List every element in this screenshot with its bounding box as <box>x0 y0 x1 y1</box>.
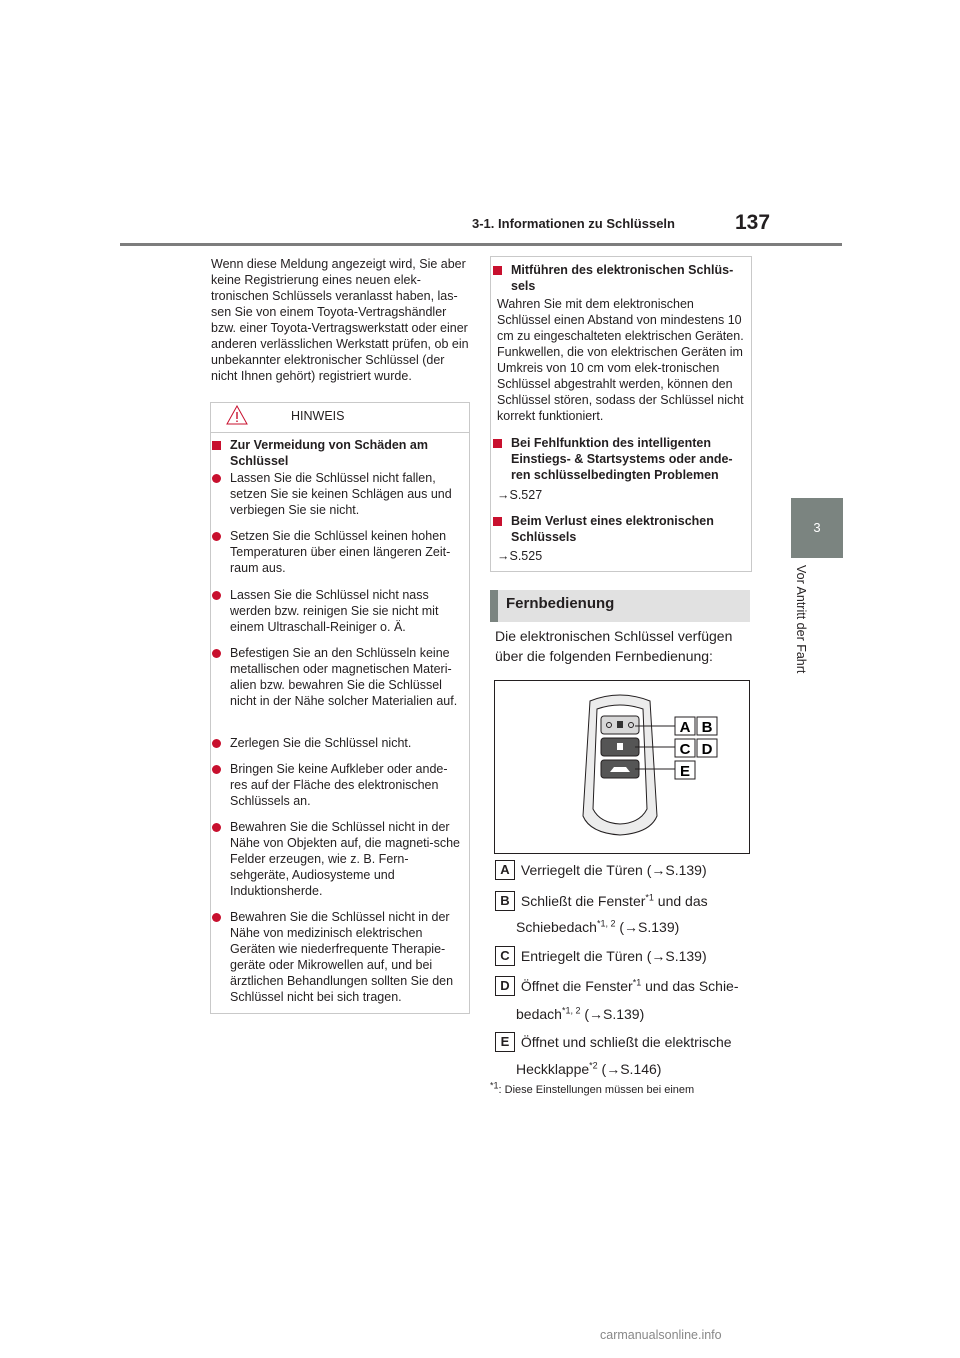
hinweis-bullet: Bewahren Sie die Schlüssel nicht in der Nähe von Objekten auf, die magneti-sche Felder erzeugen, wie z. B. Fern-sehgeräte, Audiosysteme und Induktionsherde. <box>212 819 462 899</box>
round-bullet-icon <box>212 474 221 483</box>
hinweis-divider <box>210 432 469 433</box>
page-reference: →S.527 <box>497 488 543 502</box>
figure-label: B <box>701 719 713 736</box>
legend-label: A <box>495 860 515 880</box>
legend-item-b: B Schließt die Fenster$^{*1}$ und das <box>495 891 708 911</box>
square-bullet-icon <box>493 517 502 526</box>
footnote: $^{*1}$: Diese Einstellungen müssen bei einem <box>490 1080 695 1096</box>
round-bullet-icon <box>212 765 221 774</box>
section-header-title: 3-1. Informationen zu Schlüsseln <box>472 216 675 231</box>
legend-item-d-cont: bedach$^{*1, 2}$ (→S.139) <box>516 1005 645 1022</box>
round-bullet-icon <box>212 823 221 832</box>
chapter-title-vertical <box>790 565 808 695</box>
legend-label: C <box>495 946 515 966</box>
header-divider <box>120 243 842 246</box>
legend-label: B <box>495 891 515 911</box>
figure-label: E <box>679 763 691 780</box>
legend-item-d: D Öffnet die Fenster$^{*1}$ und das Schie- <box>495 976 739 996</box>
legend-item-b-cont: Schiebedach$^{*1, 2}$ (→S.139) <box>516 918 680 935</box>
section-accent <box>490 590 498 622</box>
square-bullet-icon <box>493 266 502 275</box>
legend-label: E <box>495 1032 515 1052</box>
section-body: Die elektronischen Schlüssel verfügen über die folgenden Fernbedienung: <box>495 628 733 664</box>
square-bullet-icon <box>493 439 502 448</box>
round-bullet-icon <box>212 591 221 600</box>
key-fob-figure <box>494 680 750 854</box>
figure-label: D <box>701 741 713 758</box>
intro-paragraph: Wenn diese Meldung angezeigt wird, Sie aber keine Registrierung eines neuen elek-tronischen Schlüssels veranlasst haben, las-sen Sie von einem Toyota-Vertragshändler bzw. einer Toyota-Vertragswerkstatt oder einer anderen verlässlichen Werkstatt prüfen, ob ein unbekannter elektronischer Schlüssel (der nicht Ihnen gehört) registriert wurde. <box>211 257 469 383</box>
hinweis-bullet: Befestigen Sie an den Schlüsseln keine metallischen oder magnetischen Materi-alien bzw. bewahren Sie die Schlüssel nicht in der Nähe solcher Materialien auf. <box>212 645 462 709</box>
hinweis-bullet: Bringen Sie keine Aufkleber oder ande-res auf der Fläche des elektronischen Schlüssels an. <box>212 761 462 809</box>
watermark: carmanualsonline.info <box>600 1328 722 1342</box>
hinweis-bullet: Zerlegen Sie die Schlüssel nicht. <box>212 735 462 751</box>
hinweis-bullet: Lassen Sie die Schlüssel nicht fallen, setzen Sie sie keinen Schlägen aus und verbiegen Sie sie nicht. <box>212 470 462 518</box>
info-heading: Mitführen des elektronischen Schlüs-sels <box>493 262 743 294</box>
info-heading: Bei Fehlfunktion des intelligenten Einstiegs- & Startsystems oder ande-ren schlüsselbedingten Problemen <box>493 435 743 483</box>
warning-triangle-icon <box>226 405 248 425</box>
section-title: Fernbedienung <box>506 595 615 612</box>
hinweis-bullet: Setzen Sie die Schlüssel keinen hohen Temperaturen über einen längeren Zeit-raum aus. <box>212 528 462 576</box>
chapter-title: Vor Antritt der Fahrt <box>794 565 808 674</box>
legend-item-e-cont: Heckklappe$^{*2}$ (→S.146) <box>516 1060 662 1077</box>
hinweis-bullet: Lassen Sie die Schlüssel nicht nass werden bzw. reinigen Sie sie nicht mit einem Ultraschall-Reiniger o. Ä. <box>212 587 462 635</box>
hinweis-label: HINWEIS <box>291 409 345 423</box>
legend-label: D <box>495 976 515 996</box>
chapter-number: 3 <box>813 520 821 535</box>
hinweis-bullet: Bewahren Sie die Schlüssel nicht in der Nähe von medizinisch elektrischen Geräten wie niederfrequente Therapie-geräte oder Mikrowellen auf, und bei ärztlichen Behandlungen sollten Sie den Schlüssel nicht bei sich tragen. <box>212 909 462 1005</box>
figure-label: A <box>679 719 691 736</box>
info-text: Wahren Sie mit dem elektronischen Schlüssel einen Abstand von mindestens 10 cm zu eingeschalteten elektrischen Geräten. Funkwellen, die von elektrischen Geräten im Umkreis von 10 cm vom elek-tronischen Schlüssel abgestrahlt werden, können den Schlüssel stören, sodass der Schlüssel nicht korrekt funktioniert. <box>497 297 744 423</box>
key-fob-illustration <box>495 681 749 853</box>
page-reference: →S.525 <box>497 549 543 563</box>
figure-label: C <box>679 741 691 758</box>
legend-item-e: E Öffnet und schließt die elektrische <box>495 1032 732 1052</box>
page-number: 137 <box>735 211 771 234</box>
round-bullet-icon <box>212 913 221 922</box>
info-heading: Beim Verlust eines elektronischen Schlüssels <box>493 513 743 545</box>
round-bullet-icon <box>212 532 221 541</box>
square-bullet-icon <box>212 441 221 450</box>
round-bullet-icon <box>212 739 221 748</box>
round-bullet-icon <box>212 649 221 658</box>
legend-item-a: A Verriegelt die Türen (→S.139) <box>495 860 707 880</box>
legend-item-c: C Entriegelt die Türen (→S.139) <box>495 946 707 966</box>
hinweis-heading: Zur Vermeidung von Schäden am Schlüssel <box>212 437 462 469</box>
